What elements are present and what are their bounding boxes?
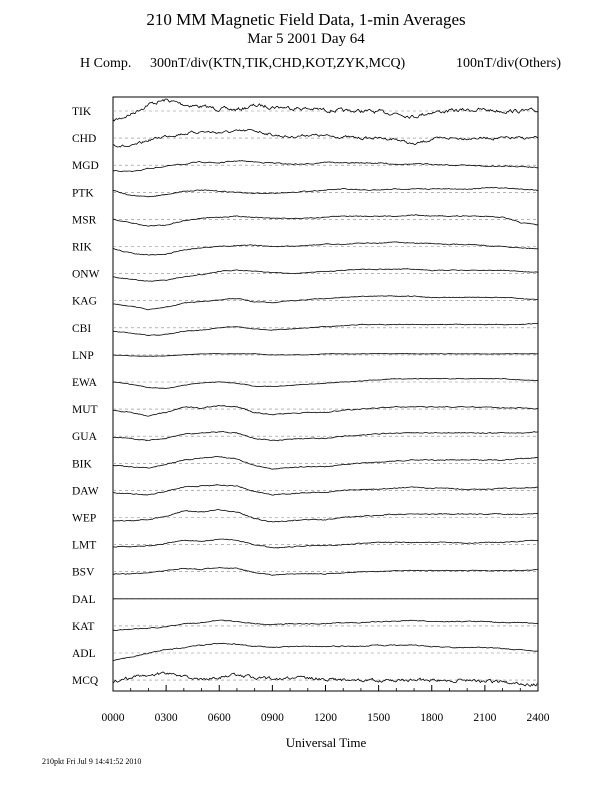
station-label-cbi: CBI: [72, 322, 92, 335]
station-label-lnp: LNP: [72, 349, 94, 362]
x-axis-label: Universal Time: [285, 735, 367, 750]
station-traces: [113, 99, 538, 686]
trace-kat: [113, 620, 538, 630]
trace-kag: [113, 296, 538, 310]
x-tick-label: 1800: [420, 712, 444, 724]
trace-wep: [113, 510, 538, 522]
trace-mcq: [113, 672, 538, 686]
trace-daw: [113, 485, 538, 495]
station-label-kag: KAG: [72, 295, 97, 308]
station-label-bik: BIK: [72, 458, 92, 471]
trace-mgd: [113, 161, 538, 172]
station-label-onw: ONW: [72, 268, 100, 281]
station-label-tik: TIK: [72, 106, 92, 118]
x-tick-label: 0000: [101, 712, 125, 724]
trace-mut: [113, 406, 538, 417]
component-label: H Comp.: [80, 56, 132, 71]
chart-title: 210 MM Magnetic Field Data, 1-min Averages: [146, 10, 466, 29]
station-label-bsv: BSV: [72, 566, 95, 579]
station-label-kat: KAT: [72, 620, 95, 633]
trace-bik: [113, 457, 538, 470]
station-label-msr: MSR: [72, 214, 97, 227]
station-label-rik: RIK: [72, 241, 92, 254]
trace-onw: [113, 269, 538, 282]
trace-rik: [113, 242, 538, 255]
scale-note-a: 300nT/div(KTN,TIK,CHD,KOT,ZYK,MCQ): [150, 56, 406, 71]
station-label-daw: DAW: [72, 485, 99, 498]
x-tick-label: 2100: [473, 712, 497, 724]
station-label-lmt: LMT: [72, 539, 97, 552]
station-label-dal: DAL: [72, 593, 96, 606]
station-label-chd: CHD: [72, 133, 97, 146]
trace-tik: [113, 99, 538, 121]
trace-msr: [113, 215, 538, 227]
station-label-wep: WEP: [72, 512, 97, 525]
footer-stamp: 210pkt Fri Jul 9 14:41:52 2010: [42, 757, 142, 766]
station-label-adl: ADL: [72, 648, 96, 660]
baseline-grid: [113, 111, 538, 680]
trace-bsv: [113, 567, 538, 575]
x-tick-label: 1500: [367, 712, 391, 724]
station-label-ptk: PTK: [72, 187, 94, 200]
x-tick-label: 0600: [207, 712, 231, 724]
trace-adl: [113, 643, 538, 660]
plot-frame: [113, 97, 538, 691]
scale-note-b: 100nT/div(Others): [456, 56, 561, 71]
station-label-gua: GUA: [72, 431, 97, 444]
date-line: Mar 5 2001 Day 64: [247, 31, 365, 47]
trace-cbi: [113, 323, 538, 335]
x-tick-label: 2400: [526, 712, 550, 724]
trace-ewa: [113, 378, 538, 388]
x-tick-label: 0900: [260, 712, 284, 724]
station-label-mut: MUT: [72, 404, 98, 417]
trace-lmt: [113, 539, 538, 548]
station-label-mcq: MCQ: [72, 675, 99, 688]
station-label-ewa: EWA: [72, 377, 97, 389]
station-labels: [72, 106, 100, 687]
station-label-mgd: MGD: [72, 160, 99, 173]
x-tick-label: 0300: [154, 712, 178, 724]
x-tick-label: 1200: [314, 712, 337, 724]
